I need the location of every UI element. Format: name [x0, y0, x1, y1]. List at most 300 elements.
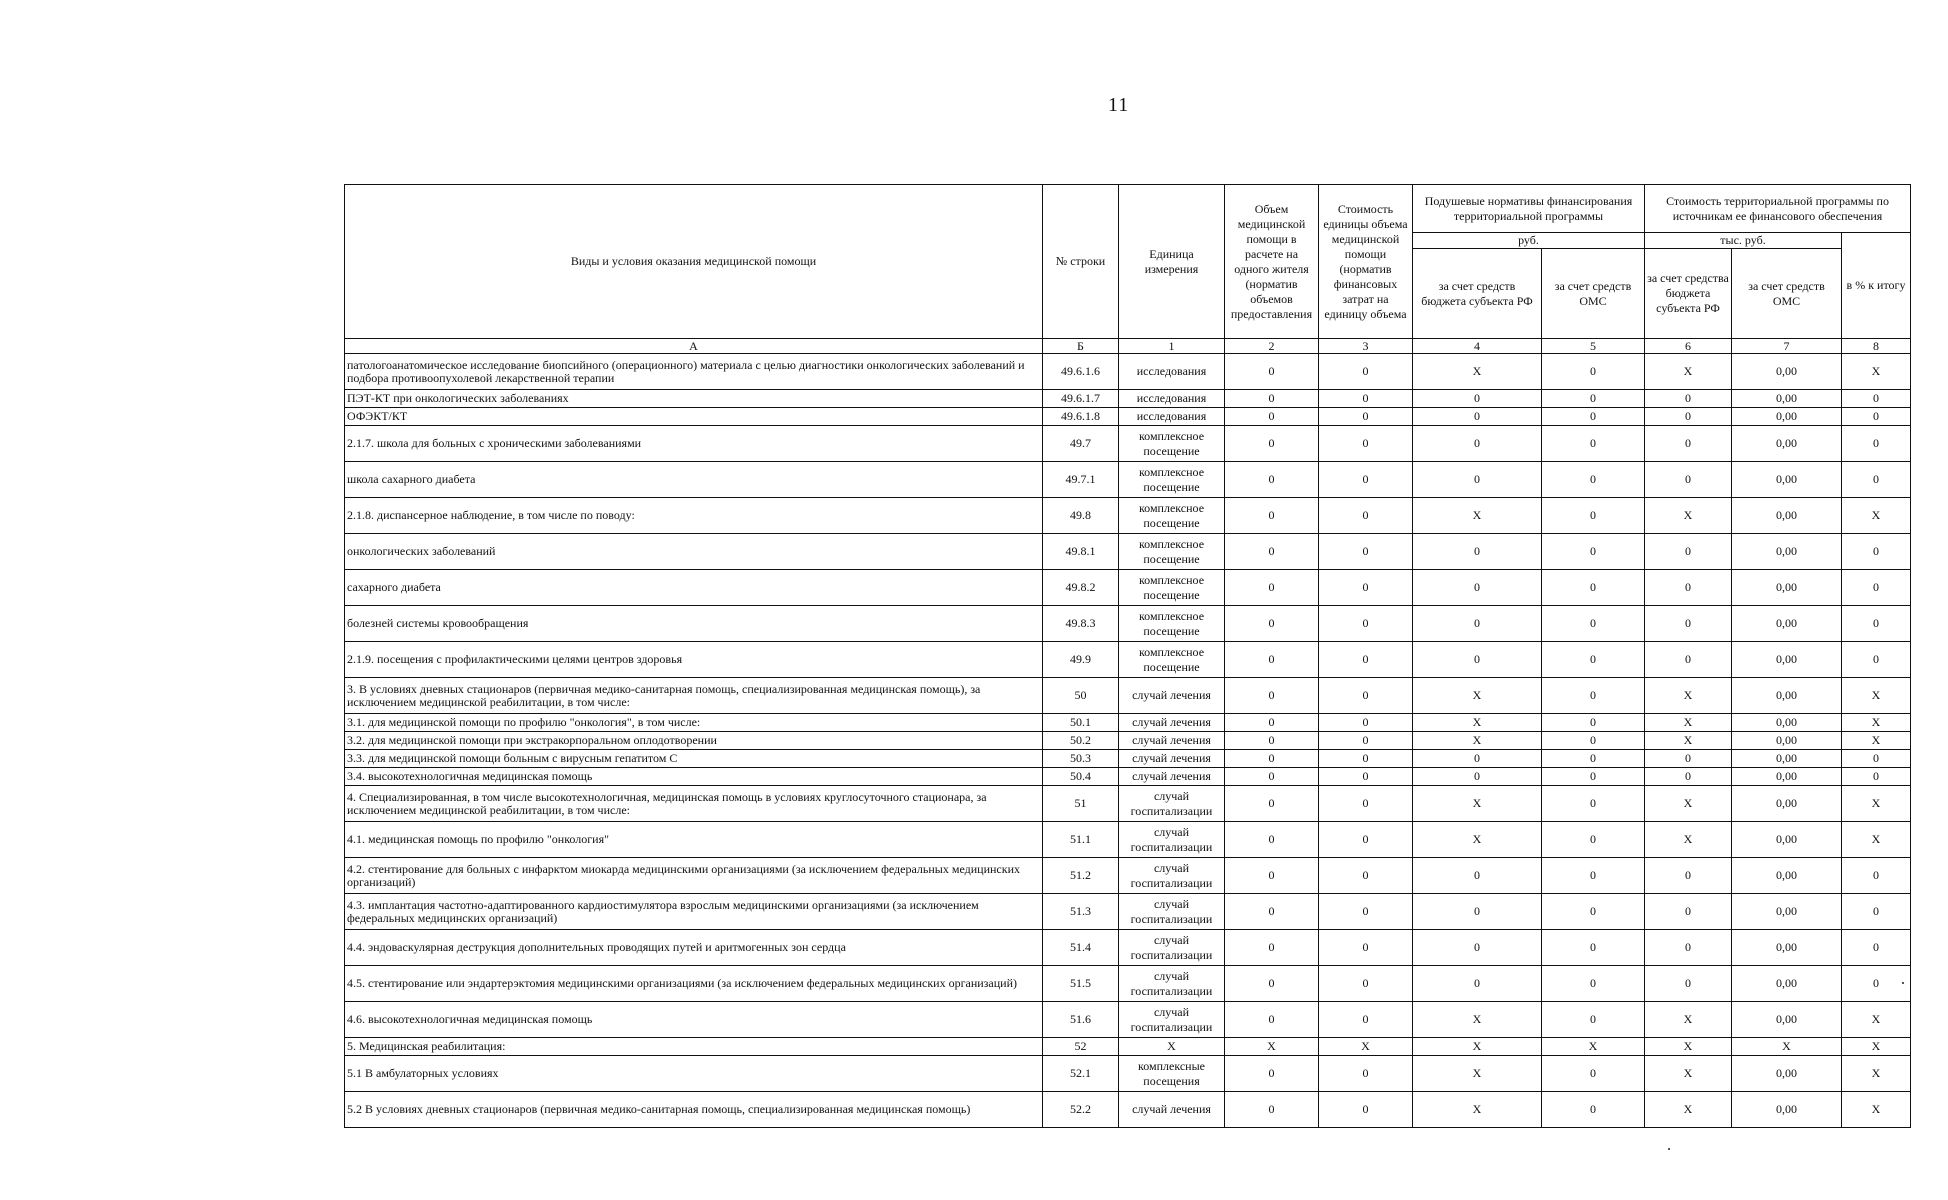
table-row [345, 606, 1911, 642]
row-budget-cell: X [1413, 732, 1542, 750]
row-name-cell: патологоанатомическое исследование биопсийного (операционного) материала с целью диагностики онкологических заболеваний и подбора противоопухолевой лекарственной терапии [345, 354, 1043, 390]
row-unit-cell: случай госпитализации [1119, 930, 1225, 966]
table-row [345, 858, 1911, 894]
row-oms-cell: 0 [1542, 462, 1645, 498]
index-cell: 3 [1319, 339, 1413, 354]
row-budget-cell: 0 [1413, 462, 1542, 498]
row-percent-cell: X [1842, 1038, 1911, 1056]
row-budget-total-cell: 0 [1645, 408, 1732, 426]
row-budget-cell: X [1413, 1038, 1542, 1056]
row-volume-cell: 0 [1225, 966, 1319, 1002]
row-oms-total-cell: 0,00 [1732, 408, 1842, 426]
row-oms-cell: 0 [1542, 1056, 1645, 1092]
row-oms-cell: 0 [1542, 426, 1645, 462]
row-oms-cell: 0 [1542, 606, 1645, 642]
row-number-cell: 51.2 [1043, 858, 1119, 894]
row-percent-cell: X [1842, 786, 1911, 822]
row-cost-cell: 0 [1319, 606, 1413, 642]
row-percent-cell: 0 [1842, 462, 1911, 498]
row-budget-total-cell: X [1645, 714, 1732, 732]
row-oms-total-cell: 0,00 [1732, 678, 1842, 714]
table-row [345, 570, 1911, 606]
row-number-cell: 49.7 [1043, 426, 1119, 462]
row-cost-cell: 0 [1319, 642, 1413, 678]
table-row [345, 930, 1911, 966]
row-volume-cell: 0 [1225, 750, 1319, 768]
row-cost-cell: 0 [1319, 750, 1413, 768]
row-percent-cell: 0 [1842, 930, 1911, 966]
row-budget-cell: X [1413, 498, 1542, 534]
row-budget-cell: 0 [1413, 570, 1542, 606]
row-volume-cell: 0 [1225, 1002, 1319, 1038]
row-budget-cell: X [1413, 1002, 1542, 1038]
row-percent-cell: 0 [1842, 534, 1911, 570]
row-budget-cell: 0 [1413, 390, 1542, 408]
financing-table [344, 184, 1911, 1128]
row-number-cell: 50.2 [1043, 732, 1119, 750]
row-cost-cell: 0 [1319, 894, 1413, 930]
row-percent-cell: 0 [1842, 408, 1911, 426]
row-number-cell: 49.8 [1043, 498, 1119, 534]
row-budget-total-cell: X [1645, 732, 1732, 750]
row-percent-cell: X [1842, 678, 1911, 714]
row-name-cell: 2.1.9. посещения с профилактическими целями центров здоровья [345, 642, 1043, 678]
row-budget-total-cell: 0 [1645, 426, 1732, 462]
row-cost-cell: 0 [1319, 732, 1413, 750]
row-number-cell: 49.6.1.8 [1043, 408, 1119, 426]
row-budget-total-cell: 0 [1645, 570, 1732, 606]
row-oms-cell: X [1542, 1038, 1645, 1056]
row-number-cell: 51 [1043, 786, 1119, 822]
row-volume-cell: 0 [1225, 534, 1319, 570]
index-cell: Б [1043, 339, 1119, 354]
row-percent-cell: 0 [1842, 894, 1911, 930]
row-volume-cell: 0 [1225, 570, 1319, 606]
row-name-cell: школа сахарного диабета [345, 462, 1043, 498]
row-volume-cell: 0 [1225, 390, 1319, 408]
row-cost-cell: 0 [1319, 534, 1413, 570]
row-budget-cell: X [1413, 678, 1542, 714]
row-unit-cell: случай лечения [1119, 732, 1225, 750]
row-oms-total-cell: 0,00 [1732, 1056, 1842, 1092]
row-unit-cell: случай лечения [1119, 714, 1225, 732]
table-row [345, 678, 1911, 714]
row-oms-cell: 0 [1542, 498, 1645, 534]
row-unit-cell: исследования [1119, 390, 1225, 408]
row-unit-cell: комплексные посещения [1119, 1056, 1225, 1092]
row-cost-cell: 0 [1319, 1056, 1413, 1092]
row-number-cell: 51.5 [1043, 966, 1119, 1002]
row-oms-cell: 0 [1542, 390, 1645, 408]
row-budget-total-cell: X [1645, 822, 1732, 858]
header-col-percent: в % к итогу [1842, 233, 1911, 339]
row-oms-cell: 0 [1542, 822, 1645, 858]
row-volume-cell: 0 [1225, 426, 1319, 462]
table-row [345, 534, 1911, 570]
header-unit-thousand-rub: тыс. руб. [1645, 233, 1842, 249]
row-unit-cell: исследования [1119, 354, 1225, 390]
row-cost-cell: 0 [1319, 354, 1413, 390]
row-budget-total-cell: 0 [1645, 966, 1732, 1002]
row-name-cell: 5. Медицинская реабилитация: [345, 1038, 1043, 1056]
page-number: 11 [1108, 94, 1130, 116]
row-name-cell: ПЭТ-КТ при онкологических заболеваниях [345, 390, 1043, 408]
row-oms-cell: 0 [1542, 858, 1645, 894]
row-unit-cell: случай лечения [1119, 750, 1225, 768]
row-percent-cell: 0 [1842, 390, 1911, 408]
row-number-cell: 49.6.1.7 [1043, 390, 1119, 408]
index-cell: 2 [1225, 339, 1319, 354]
row-percent-cell: X [1842, 732, 1911, 750]
header-col-volume: Объем медицинской помощи в расчете на одного жителя (норматив объемов предоставления [1225, 185, 1319, 339]
row-oms-cell: 0 [1542, 354, 1645, 390]
row-percent-cell: X [1842, 714, 1911, 732]
row-budget-cell: X [1413, 354, 1542, 390]
row-budget-total-cell: X [1645, 1002, 1732, 1038]
row-cost-cell: 0 [1319, 678, 1413, 714]
row-unit-cell: комплексное посещение [1119, 534, 1225, 570]
row-volume-cell: 0 [1225, 786, 1319, 822]
row-volume-cell: X [1225, 1038, 1319, 1056]
row-volume-cell: 0 [1225, 930, 1319, 966]
row-name-cell: 3.3. для медицинской помощи больным с вирусным гепатитом С [345, 750, 1043, 768]
row-unit-cell: случай лечения [1119, 1092, 1225, 1128]
row-unit-cell: случай госпитализации [1119, 966, 1225, 1002]
row-volume-cell: 0 [1225, 894, 1319, 930]
row-cost-cell: 0 [1319, 930, 1413, 966]
row-budget-cell: 0 [1413, 426, 1542, 462]
table-row [345, 768, 1911, 786]
row-oms-total-cell: 0,00 [1732, 498, 1842, 534]
row-name-cell: болезней системы кровообращения [345, 606, 1043, 642]
row-number-cell: 51.1 [1043, 822, 1119, 858]
row-name-cell: 4. Специализированная, в том числе высокотехнологичная, медицинская помощь в условиях круглосуточного стационара, за исключением медицинской реабилитации, в том числе: [345, 786, 1043, 822]
row-cost-cell: 0 [1319, 1002, 1413, 1038]
row-oms-total-cell: 0,00 [1732, 534, 1842, 570]
row-budget-cell: 0 [1413, 894, 1542, 930]
row-name-cell: 3. В условиях дневных стационаров (первичная медико-санитарная помощь, специализированная медицинская помощь), за исключением медицинской реабилитации, в том числе: [345, 678, 1043, 714]
row-budget-total-cell: X [1645, 786, 1732, 822]
row-cost-cell: 0 [1319, 462, 1413, 498]
row-number-cell: 49.6.1.6 [1043, 354, 1119, 390]
row-number-cell: 49.8.2 [1043, 570, 1119, 606]
table-row [345, 750, 1911, 768]
row-volume-cell: 0 [1225, 1056, 1319, 1092]
row-percent-cell: X [1842, 498, 1911, 534]
row-unit-cell: случай госпитализации [1119, 1002, 1225, 1038]
row-volume-cell: 0 [1225, 462, 1319, 498]
row-budget-cell: 0 [1413, 768, 1542, 786]
scan-speck [1902, 982, 1904, 984]
row-budget-total-cell: 0 [1645, 534, 1732, 570]
row-name-cell: 3.4. высокотехнологичная медицинская помощь [345, 768, 1043, 786]
table-body [345, 354, 1911, 1128]
table-row [345, 408, 1911, 426]
row-name-cell: 3.1. для медицинской помощи по профилю "онкология", в том числе: [345, 714, 1043, 732]
row-budget-total-cell: 0 [1645, 606, 1732, 642]
row-oms-total-cell: 0,00 [1732, 822, 1842, 858]
row-oms-total-cell: 0,00 [1732, 570, 1842, 606]
index-cell: 8 [1842, 339, 1911, 354]
row-budget-cell: X [1413, 1092, 1542, 1128]
row-budget-total-cell: X [1645, 1092, 1732, 1128]
row-oms-total-cell: 0,00 [1732, 894, 1842, 930]
row-name-cell: 4.4. эндоваскулярная деструкция дополнительных проводящих путей и аритмогенных зон сердца [345, 930, 1043, 966]
row-budget-cell: 0 [1413, 534, 1542, 570]
row-oms-cell: 0 [1542, 894, 1645, 930]
row-name-cell: сахарного диабета [345, 570, 1043, 606]
row-cost-cell: 0 [1319, 498, 1413, 534]
row-name-cell: 4.1. медицинская помощь по профилю "онкология" [345, 822, 1043, 858]
table-header [345, 185, 1911, 354]
row-budget-cell: 0 [1413, 858, 1542, 894]
row-volume-cell: 0 [1225, 822, 1319, 858]
row-name-cell: 2.1.7. школа для больных с хроническими заболеваниями [345, 426, 1043, 462]
row-oms-cell: 0 [1542, 1092, 1645, 1128]
index-cell: А [345, 339, 1043, 354]
scan-speck [1668, 1148, 1670, 1150]
row-oms-cell: 0 [1542, 1002, 1645, 1038]
row-oms-total-cell: 0,00 [1732, 1002, 1842, 1038]
row-oms-total-cell: 0,00 [1732, 354, 1842, 390]
header-group-per-capita: Подушевые нормативы финансирования территориальной программы [1413, 185, 1645, 233]
row-volume-cell: 0 [1225, 768, 1319, 786]
row-oms-total-cell: 0,00 [1732, 966, 1842, 1002]
row-budget-cell: 0 [1413, 408, 1542, 426]
row-number-cell: 49.7.1 [1043, 462, 1119, 498]
row-oms-total-cell: 0,00 [1732, 462, 1842, 498]
row-percent-cell: 0 [1842, 966, 1911, 1002]
row-cost-cell: 0 [1319, 714, 1413, 732]
row-number-cell: 51.6 [1043, 1002, 1119, 1038]
table-row [345, 1038, 1911, 1056]
row-name-cell: 4.3. имплантация частотно-адаптированного кардиостимулятора взрослым медицинскими организациями (за исключением федеральных медицинских организаций) [345, 894, 1043, 930]
row-cost-cell: 0 [1319, 408, 1413, 426]
row-oms-cell: 0 [1542, 930, 1645, 966]
row-volume-cell: 0 [1225, 354, 1319, 390]
row-oms-total-cell: 0,00 [1732, 768, 1842, 786]
table-row [345, 462, 1911, 498]
index-cell: 7 [1732, 339, 1842, 354]
row-percent-cell: X [1842, 1056, 1911, 1092]
row-unit-cell: исследования [1119, 408, 1225, 426]
row-budget-cell: 0 [1413, 750, 1542, 768]
row-number-cell: 50.3 [1043, 750, 1119, 768]
row-oms-cell: 0 [1542, 678, 1645, 714]
header-index-row [345, 339, 1911, 354]
row-name-cell: онкологических заболеваний [345, 534, 1043, 570]
row-percent-cell: 0 [1842, 642, 1911, 678]
row-oms-cell: 0 [1542, 786, 1645, 822]
row-oms-total-cell: 0,00 [1732, 1092, 1842, 1128]
row-budget-cell: 0 [1413, 930, 1542, 966]
row-percent-cell: 0 [1842, 426, 1911, 462]
row-cost-cell: 0 [1319, 966, 1413, 1002]
header-col-oms-total: за счет средств ОМС [1732, 249, 1842, 339]
row-volume-cell: 0 [1225, 858, 1319, 894]
row-unit-cell: комплексное посещение [1119, 462, 1225, 498]
row-unit-cell: случай лечения [1119, 768, 1225, 786]
header-unit-rub: руб. [1413, 233, 1645, 249]
row-percent-cell: 0 [1842, 750, 1911, 768]
table-row [345, 1002, 1911, 1038]
row-oms-total-cell: 0,00 [1732, 606, 1842, 642]
row-name-cell: 5.1 В амбулаторных условиях [345, 1056, 1043, 1092]
row-percent-cell: X [1842, 354, 1911, 390]
row-oms-total-cell: 0,00 [1732, 390, 1842, 408]
row-name-cell: 2.1.8. диспансерное наблюдение, в том числе по поводу: [345, 498, 1043, 534]
table-row [345, 822, 1911, 858]
row-oms-total-cell: X [1732, 1038, 1842, 1056]
row-volume-cell: 0 [1225, 606, 1319, 642]
row-budget-total-cell: X [1645, 354, 1732, 390]
row-number-cell: 50 [1043, 678, 1119, 714]
row-percent-cell: 0 [1842, 570, 1911, 606]
row-percent-cell: X [1842, 822, 1911, 858]
row-percent-cell: 0 [1842, 768, 1911, 786]
row-oms-cell: 0 [1542, 570, 1645, 606]
header-col-budget: за счет средств бюджета субъекта РФ [1413, 249, 1542, 339]
row-name-cell: 4.6. высокотехнологичная медицинская помощь [345, 1002, 1043, 1038]
row-oms-cell: 0 [1542, 714, 1645, 732]
row-number-cell: 52.2 [1043, 1092, 1119, 1128]
row-oms-cell: 0 [1542, 750, 1645, 768]
row-cost-cell: 0 [1319, 786, 1413, 822]
table-row [345, 732, 1911, 750]
row-name-cell: 4.2. стентирование для больных с инфарктом миокарда медицинскими организациями (за исключением федеральных медицинских организаций) [345, 858, 1043, 894]
row-volume-cell: 0 [1225, 678, 1319, 714]
row-cost-cell: 0 [1319, 570, 1413, 606]
table-row [345, 894, 1911, 930]
index-cell: 1 [1119, 339, 1225, 354]
row-budget-total-cell: 0 [1645, 750, 1732, 768]
row-budget-cell: 0 [1413, 642, 1542, 678]
row-volume-cell: 0 [1225, 408, 1319, 426]
row-cost-cell: 0 [1319, 390, 1413, 408]
header-col-oms: за счет средств ОМС [1542, 249, 1645, 339]
row-budget-total-cell: 0 [1645, 390, 1732, 408]
header-col-budget-total: за счет средства бюджета субъекта РФ [1645, 249, 1732, 339]
table-row [345, 966, 1911, 1002]
row-oms-total-cell: 0,00 [1732, 858, 1842, 894]
row-number-cell: 49.8.1 [1043, 534, 1119, 570]
row-unit-cell: комплексное посещение [1119, 498, 1225, 534]
row-unit-cell: случай госпитализации [1119, 858, 1225, 894]
row-name-cell: 5.2 В условиях дневных стационаров (первичная медико-санитарная помощь, специализированная медицинская помощь) [345, 1092, 1043, 1128]
row-number-cell: 51.3 [1043, 894, 1119, 930]
row-name-cell: 4.5. стентирование или эндартерэктомия медицинскими организациями (за исключением федеральных медицинских организаций) [345, 966, 1043, 1002]
row-oms-cell: 0 [1542, 534, 1645, 570]
table-row [345, 390, 1911, 408]
header-col-name: Виды и условия оказания медицинской помощи [345, 185, 1043, 339]
row-oms-cell: 0 [1542, 768, 1645, 786]
header-col-row-number: № строки [1043, 185, 1119, 339]
row-name-cell: 3.2. для медицинской помощи при экстракорпоральном оплодотворении [345, 732, 1043, 750]
row-budget-cell: X [1413, 1056, 1542, 1092]
row-cost-cell: 0 [1319, 1092, 1413, 1128]
row-unit-cell: случай лечения [1119, 678, 1225, 714]
row-unit-cell: случай госпитализации [1119, 894, 1225, 930]
table-row [345, 786, 1911, 822]
row-oms-total-cell: 0,00 [1732, 714, 1842, 732]
index-cell: 5 [1542, 339, 1645, 354]
row-number-cell: 51.4 [1043, 930, 1119, 966]
row-budget-total-cell: 0 [1645, 930, 1732, 966]
row-budget-total-cell: 0 [1645, 858, 1732, 894]
table-row [345, 426, 1911, 462]
row-cost-cell: 0 [1319, 426, 1413, 462]
row-budget-total-cell: 0 [1645, 462, 1732, 498]
row-budget-total-cell: X [1645, 498, 1732, 534]
row-budget-total-cell: X [1645, 1038, 1732, 1056]
row-number-cell: 49.8.3 [1043, 606, 1119, 642]
row-unit-cell: комплексное посещение [1119, 426, 1225, 462]
row-percent-cell: X [1842, 1002, 1911, 1038]
row-budget-cell: X [1413, 822, 1542, 858]
row-oms-total-cell: 0,00 [1732, 930, 1842, 966]
row-oms-cell: 0 [1542, 408, 1645, 426]
row-unit-cell: случай госпитализации [1119, 786, 1225, 822]
row-number-cell: 52.1 [1043, 1056, 1119, 1092]
row-volume-cell: 0 [1225, 732, 1319, 750]
row-unit-cell: случай госпитализации [1119, 822, 1225, 858]
row-oms-total-cell: 0,00 [1732, 750, 1842, 768]
row-oms-total-cell: 0,00 [1732, 642, 1842, 678]
row-budget-cell: 0 [1413, 606, 1542, 642]
row-budget-total-cell: X [1645, 678, 1732, 714]
row-oms-cell: 0 [1542, 966, 1645, 1002]
row-volume-cell: 0 [1225, 498, 1319, 534]
row-oms-total-cell: 0,00 [1732, 732, 1842, 750]
row-unit-cell: комплексное посещение [1119, 570, 1225, 606]
row-budget-cell: 0 [1413, 966, 1542, 1002]
row-percent-cell: 0 [1842, 858, 1911, 894]
row-percent-cell: X [1842, 1092, 1911, 1128]
row-budget-total-cell: 0 [1645, 768, 1732, 786]
row-cost-cell: 0 [1319, 858, 1413, 894]
row-budget-cell: X [1413, 714, 1542, 732]
row-number-cell: 52 [1043, 1038, 1119, 1056]
row-number-cell: 50.1 [1043, 714, 1119, 732]
table-row [345, 498, 1911, 534]
table-row [345, 714, 1911, 732]
index-cell: 6 [1645, 339, 1732, 354]
row-budget-total-cell: 0 [1645, 894, 1732, 930]
header-col-cost: Стоимость единицы объема медицинской помощи (норматив финансовых затрат на единицу объема [1319, 185, 1413, 339]
row-number-cell: 50.4 [1043, 768, 1119, 786]
row-oms-cell: 0 [1542, 642, 1645, 678]
row-volume-cell: 0 [1225, 1092, 1319, 1128]
table-row [345, 1056, 1911, 1092]
row-volume-cell: 0 [1225, 714, 1319, 732]
row-cost-cell: X [1319, 1038, 1413, 1056]
row-cost-cell: 0 [1319, 822, 1413, 858]
row-budget-total-cell: 0 [1645, 642, 1732, 678]
row-budget-cell: X [1413, 786, 1542, 822]
row-cost-cell: 0 [1319, 768, 1413, 786]
row-unit-cell: комплексное посещение [1119, 642, 1225, 678]
header-group-total-cost: Стоимость территориальной программы по источникам ее финансового обеспечения [1645, 185, 1911, 233]
row-volume-cell: 0 [1225, 642, 1319, 678]
index-cell: 4 [1413, 339, 1542, 354]
row-percent-cell: 0 [1842, 606, 1911, 642]
row-number-cell: 49.9 [1043, 642, 1119, 678]
table-row [345, 354, 1911, 390]
row-unit-cell: комплексное посещение [1119, 606, 1225, 642]
row-oms-total-cell: 0,00 [1732, 786, 1842, 822]
row-oms-total-cell: 0,00 [1732, 426, 1842, 462]
row-oms-cell: 0 [1542, 732, 1645, 750]
